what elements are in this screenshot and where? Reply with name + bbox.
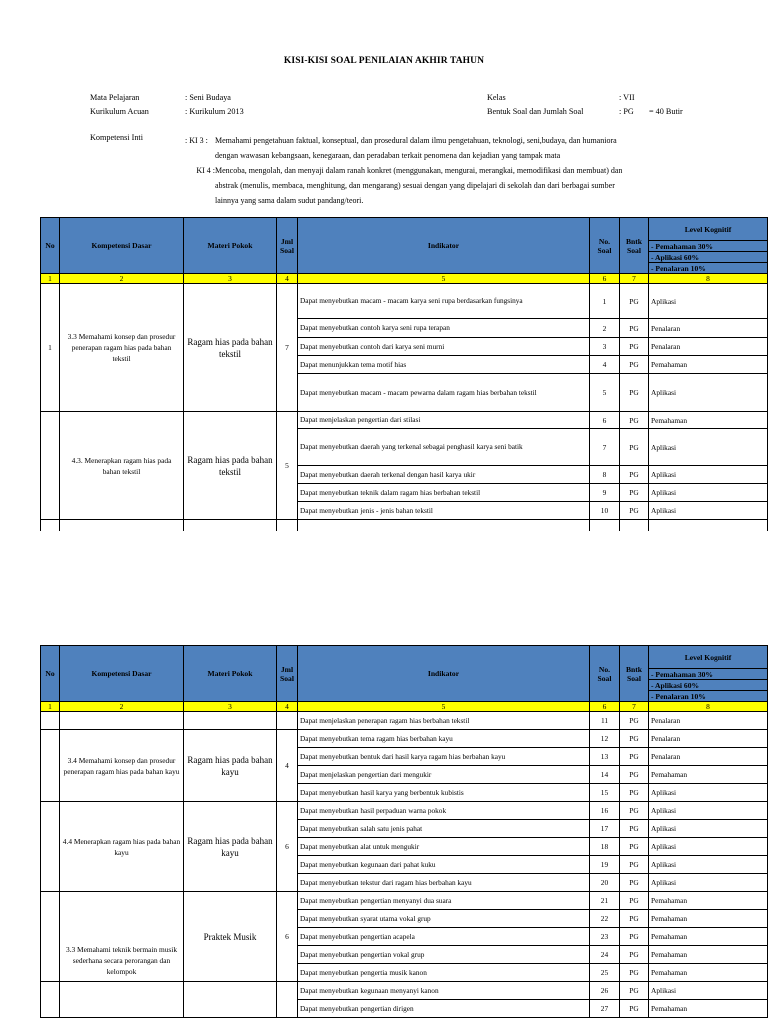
bentuk-soal: PG <box>620 412 649 429</box>
bentuk-soal: PG <box>620 892 649 910</box>
bentuk-soal: PG <box>620 784 649 802</box>
indikator: Dapat menyebutkan daerah yang terkenal sebagai penghasil karya seni batik <box>298 429 590 466</box>
col-num: 2 <box>60 702 184 712</box>
no-soal: 26 <box>590 982 620 1000</box>
header-level: Level Kognitif <box>649 218 768 241</box>
no-soal: 8 <box>590 466 620 484</box>
kompetensi-dasar <box>60 982 184 1018</box>
indikator: Dapat menjelaskan pengertian dari stilasi <box>298 412 590 429</box>
header-indikator: Indikator <box>298 646 590 702</box>
no-soal: 24 <box>590 946 620 964</box>
bentuk-soal: PG <box>620 712 649 730</box>
jumlah-value: = 40 Butir <box>649 106 683 116</box>
materi-pokok: Ragam hias pada bahan kayu <box>184 730 277 802</box>
bentuk-soal: PG <box>620 429 649 466</box>
column-number-row <box>41 274 768 284</box>
indikator: Dapat menyebutkan macam - macam pewarna dalam ragam hias berbahan tekstil <box>298 374 590 412</box>
bentuk-soal: PG <box>620 910 649 928</box>
row-no: 1 <box>41 284 60 412</box>
bentuk-soal: PG <box>620 874 649 892</box>
level-kognitif: Penalaran <box>649 730 768 748</box>
no-soal: 15 <box>590 784 620 802</box>
ki4-line3: lainnya yang sama dalam sudut pandang/teori. <box>215 196 364 205</box>
indikator: Dapat menyebutkan pengertia musik kanon <box>298 964 590 982</box>
table-row <box>41 802 768 820</box>
indikator: Dapat menyebutkan pengertian dirigen <box>298 1000 590 1018</box>
bentuk-soal: PG <box>620 730 649 748</box>
header-level: Level Kognitif <box>649 646 768 669</box>
header-level-3: - Penalaran 10% <box>649 263 768 274</box>
indikator: Dapat menunjukkan tema motif hias <box>298 356 590 374</box>
materi-pokok: Ragam hias pada bahan tekstil <box>184 284 277 412</box>
indikator: Dapat menyebutkan pengertian menyanyi dua suara <box>298 892 590 910</box>
level-kognitif: Pemahaman <box>649 766 768 784</box>
col-num: 5 <box>298 702 590 712</box>
jumlah-soal: 4 <box>277 730 298 802</box>
level-kognitif: Pemahaman <box>649 928 768 946</box>
table-row <box>41 412 768 429</box>
bentuk-soal: PG <box>620 856 649 874</box>
col-num: 5 <box>298 274 590 284</box>
ki-block <box>185 133 622 208</box>
bentuk-soal: PG <box>620 766 649 784</box>
no-soal: 13 <box>590 748 620 766</box>
info-right <box>487 91 683 118</box>
level-kognitif: Pemahaman <box>649 356 768 374</box>
indikator: Dapat menyebutkan teknik dalam ragam hias berbahan tekstil <box>298 484 590 502</box>
col-num: 7 <box>620 702 649 712</box>
indikator: Dapat menjelaskan pengertian dari mengukir <box>298 766 590 784</box>
kompetensi-dasar: 3.4 Memahami konsep dan prosedur penerapan ragam hias pada bahan kayu <box>60 730 184 802</box>
indikator: Dapat menyebutkan macam - macam karya seni rupa berdasarkan fungsinya <box>298 284 590 319</box>
no-soal: 11 <box>590 712 620 730</box>
jumlah-soal: 5 <box>277 412 298 520</box>
indikator: Dapat menyebutkan hasil karya yang berbentuk kubistis <box>298 784 590 802</box>
level-kognitif: Penalaran <box>649 319 768 338</box>
row-no <box>41 982 60 1018</box>
indikator: Dapat menyebutkan contoh karya seni rupa terapan <box>298 319 590 338</box>
no-soal: 3 <box>590 338 620 356</box>
header-level-3: - Penalaran 10% <box>649 691 768 702</box>
level-kognitif: Aplikasi <box>649 802 768 820</box>
col-num: 4 <box>277 274 298 284</box>
level-kognitif: Aplikasi <box>649 284 768 319</box>
materi-pokok: Ragam hias pada bahan kayu <box>184 802 277 892</box>
col-num: 7 <box>620 274 649 284</box>
level-kognitif: Aplikasi <box>649 838 768 856</box>
level-kognitif: Aplikasi <box>649 982 768 1000</box>
no-soal: 21 <box>590 892 620 910</box>
level-kognitif: Pemahaman <box>649 964 768 982</box>
level-kognitif: Pemahaman <box>649 946 768 964</box>
bentuk-soal: PG <box>620 284 649 319</box>
level-kognitif: Aplikasi <box>649 429 768 466</box>
kisi-table-1 <box>40 217 768 540</box>
no-soal: 20 <box>590 874 620 892</box>
indikator: Dapat menyebutkan bentuk dari hasil karya ragam hias berbahan kayu <box>298 748 590 766</box>
kompetensi-dasar: 3.3 Memahami teknik bermain musik sederhana secara perorangan dan kelompok <box>60 892 184 982</box>
materi-pokok: Ragam hias pada bahan tekstil <box>184 412 277 520</box>
level-kognitif: Aplikasi <box>649 502 768 520</box>
level-kognitif: Aplikasi <box>649 784 768 802</box>
jumlah-soal <box>277 982 298 1018</box>
column-number-row <box>41 702 768 712</box>
no-soal: 25 <box>590 964 620 982</box>
indikator: Dapat menyebutkan tekstur dari ragam hias berbahan kayu <box>298 874 590 892</box>
no-soal: 1 <box>590 284 620 319</box>
level-kognitif: Aplikasi <box>649 466 768 484</box>
ki4-line1: Mencoba, mengolah, dan menyaji dalam ranah konkret (menggunakan, mengurai, merangkai, memodifikasi dan membuat) dan <box>215 166 623 175</box>
indikator: Dapat menjelaskan penerapan ragam hias berbahan tekstil <box>298 712 590 730</box>
header-bntk-soal: Bntk Soal <box>620 218 649 274</box>
level-kognitif: Penalaran <box>649 748 768 766</box>
row-no <box>41 802 60 892</box>
bentuk-soal: PG <box>620 466 649 484</box>
indikator: Dapat menyebutkan tema ragam hias berbahan kayu <box>298 730 590 748</box>
no-soal: 2 <box>590 319 620 338</box>
mapel-value: : Seni Budaya <box>185 93 231 102</box>
level-kognitif: Aplikasi <box>649 374 768 412</box>
no-soal: 14 <box>590 766 620 784</box>
kelas-value: : VII <box>619 93 635 102</box>
no-soal: 4 <box>590 356 620 374</box>
col-num: 6 <box>590 702 620 712</box>
materi-pokok <box>184 982 277 1018</box>
header-level-2: - Aplikasi 60% <box>649 252 768 263</box>
bentuk-soal: PG <box>620 928 649 946</box>
jumlah-soal: 7 <box>277 284 298 412</box>
table-row <box>41 730 768 748</box>
col-num: 1 <box>41 274 60 284</box>
kelas-label: Kelas <box>487 93 506 102</box>
level-kognitif: Pemahaman <box>649 412 768 429</box>
no-soal: 17 <box>590 820 620 838</box>
row-no <box>41 730 60 802</box>
ki4-label: KI 4 : <box>196 166 215 175</box>
level-kognitif: Penalaran <box>649 712 768 730</box>
bentuk-label: Bentuk Soal dan Jumlah Soal <box>487 106 584 116</box>
no-soal: 6 <box>590 412 620 429</box>
header-jml: Jml Soal <box>277 218 298 274</box>
col-num: 8 <box>649 702 768 712</box>
header-no: No <box>41 218 60 274</box>
level-kognitif: Pemahaman <box>649 892 768 910</box>
bentuk-soal: PG <box>620 484 649 502</box>
no-soal: 7 <box>590 429 620 466</box>
bentuk-soal: PG <box>620 356 649 374</box>
indikator: Dapat menyebutkan kegunaan dari pahat kuku <box>298 856 590 874</box>
indikator: Dapat menyebutkan pengertian vokal grup <box>298 946 590 964</box>
header-no-soal: No. Soal <box>590 646 620 702</box>
header-bntk-soal: Bntk Soal <box>620 646 649 702</box>
no-soal: 5 <box>590 374 620 412</box>
kurikulum-label: Kurikulum Acuan <box>90 106 149 116</box>
no-soal: 12 <box>590 730 620 748</box>
level-kognitif: Aplikasi <box>649 874 768 892</box>
bentuk-soal: PG <box>620 820 649 838</box>
col-num: 6 <box>590 274 620 284</box>
indikator: Dapat menyebutkan pengertian acapela <box>298 928 590 946</box>
indikator: Dapat menyebutkan hasil perpaduan warna pokok <box>298 802 590 820</box>
indikator: Dapat menyebutkan contoh dari karya seni murni <box>298 338 590 356</box>
table-row <box>41 892 768 910</box>
bentuk-soal: PG <box>620 338 649 356</box>
bentuk-soal: PG <box>620 374 649 412</box>
header-mp: Materi Pokok <box>184 218 277 274</box>
col-num: 1 <box>41 702 60 712</box>
level-kognitif: Penalaran <box>649 338 768 356</box>
no-soal: 18 <box>590 838 620 856</box>
kisi-table-2 <box>40 645 768 1018</box>
header-mp: Materi Pokok <box>184 646 277 702</box>
level-kognitif: Aplikasi <box>649 820 768 838</box>
header-indikator: Indikator <box>298 218 590 274</box>
kompetensi-dasar: 4.4 Menerapkan ragam hias pada bahan kayu <box>60 802 184 892</box>
jumlah-soal: 6 <box>277 802 298 892</box>
header-level-1: - Pemahaman 30% <box>649 669 768 680</box>
ki3-line1: Memahami pengetahuan faktual, konseptual, dan prosedural dalam ilmu pengetahuan, teknologi, seni,budaya, dan humaniora <box>215 136 617 145</box>
bentuk-soal: PG <box>620 964 649 982</box>
no-soal: 23 <box>590 928 620 946</box>
bentuk-soal: PG <box>620 982 649 1000</box>
no-soal: 27 <box>590 1000 620 1018</box>
bentuk-soal: PG <box>620 802 649 820</box>
bentuk-soal: PG <box>620 748 649 766</box>
mapel-label: Mata Pelajaran <box>90 93 140 102</box>
col-num: 2 <box>60 274 184 284</box>
no-soal: 10 <box>590 502 620 520</box>
header-level-1: - Pemahaman 30% <box>649 241 768 252</box>
no-soal: 16 <box>590 802 620 820</box>
level-kognitif: Aplikasi <box>649 484 768 502</box>
bentuk-soal: PG <box>620 319 649 338</box>
table-row <box>41 284 768 319</box>
header-jml: Jml Soal <box>277 646 298 702</box>
col-num: 8 <box>649 274 768 284</box>
header-kd: Kompetensi Dasar <box>60 646 184 702</box>
level-kognitif: Aplikasi <box>649 856 768 874</box>
level-kognitif: Pemahaman <box>649 910 768 928</box>
row-no <box>41 892 60 982</box>
col-num: 3 <box>184 702 277 712</box>
page-title: KISI-KISI SOAL PENILAIAN AKHIR TAHUN <box>283 56 485 66</box>
bentuk-value: : PG <box>619 106 634 116</box>
header-no-soal: No. Soal <box>590 218 620 274</box>
row-no <box>41 412 60 520</box>
level-kognitif: Pemahaman <box>649 1000 768 1018</box>
header-kd: Kompetensi Dasar <box>60 218 184 274</box>
indikator: Dapat menyebutkan jenis - jenis bahan tekstil <box>298 502 590 520</box>
page-gap <box>0 531 768 644</box>
no-soal: 19 <box>590 856 620 874</box>
ki4-line2: abstrak (menulis, membaca, menghitung, dan mengarang) sesuai dengan yang dipelajari di sekolah dan dari berbagai sumber <box>215 181 615 190</box>
bentuk-soal: PG <box>620 838 649 856</box>
no-soal: 22 <box>590 910 620 928</box>
indikator: Dapat menyebutkan syarat utama vokal grup <box>298 910 590 928</box>
kompetensi-inti-label: Kompetensi Inti <box>90 133 143 142</box>
kompetensi-dasar: 4.3. Menerapkan ragam hias pada bahan tekstil <box>60 412 184 520</box>
col-num: 4 <box>277 702 298 712</box>
ki3-label: : KI 3 : <box>185 136 208 145</box>
bentuk-soal: PG <box>620 946 649 964</box>
bentuk-soal: PG <box>620 1000 649 1018</box>
indikator: Dapat menyebutkan alat untuk mengukir <box>298 838 590 856</box>
indikator: Dapat menyebutkan kegunaan menyanyi kanon <box>298 982 590 1000</box>
kurikulum-value: : Kurikulum 2013 <box>185 106 244 116</box>
col-num: 3 <box>184 274 277 284</box>
indikator: Dapat menyebutkan salah satu jenis pahat <box>298 820 590 838</box>
materi-pokok: Praktek Musik <box>184 892 277 982</box>
header-no: No <box>41 646 60 702</box>
kompetensi-dasar: 3.3 Memahami konsep dan prosedur penerapan ragam hias pada bahan tekstil <box>60 284 184 412</box>
info-left <box>90 91 244 118</box>
jumlah-soal: 6 <box>277 892 298 982</box>
header-level-2: - Aplikasi 60% <box>649 680 768 691</box>
table-row <box>41 982 768 1000</box>
bentuk-soal: PG <box>620 502 649 520</box>
no-soal: 9 <box>590 484 620 502</box>
indikator: Dapat menyebutkan daerah terkenal dengan hasil karya ukir <box>298 466 590 484</box>
ki3-line2: dengan wawasan kebangsaan, kenegaraan, dan peradaban terkait penomena dan kejadian yang tampak mata <box>215 151 561 160</box>
table-row <box>41 712 768 730</box>
